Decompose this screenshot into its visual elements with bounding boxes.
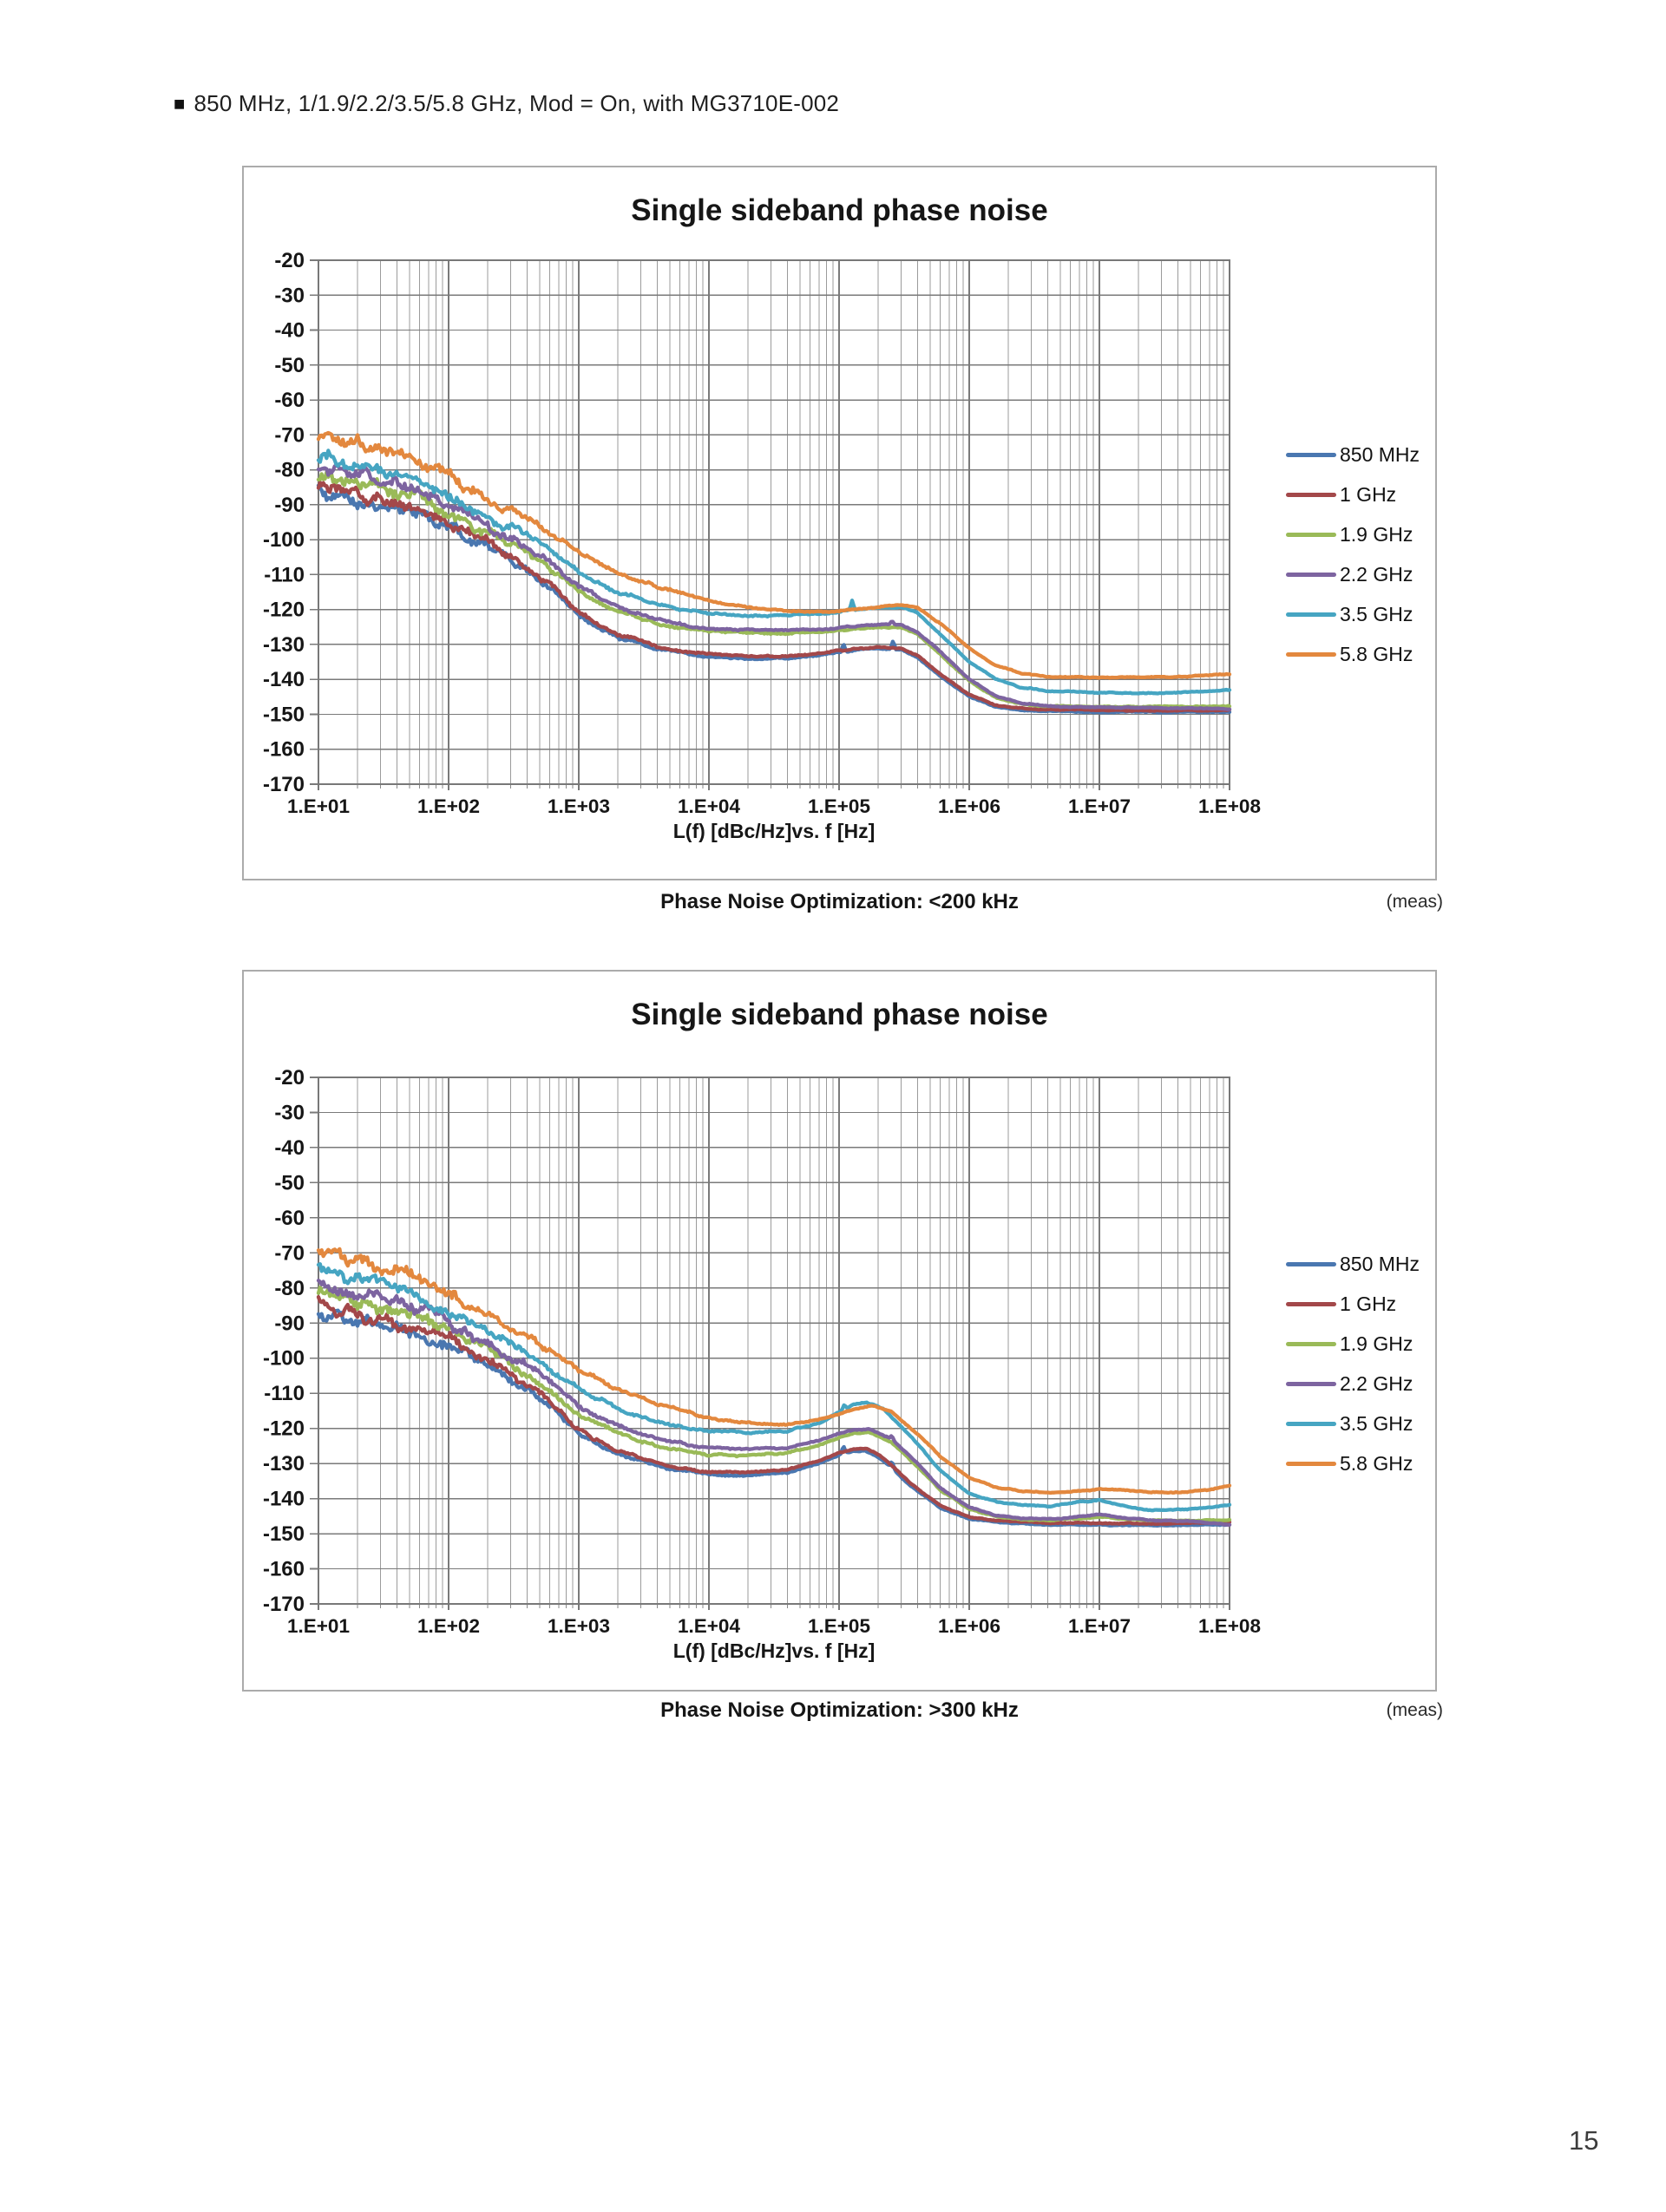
- legend-item: [1286, 1324, 1439, 1364]
- legend-item: [1286, 1244, 1439, 1284]
- x-tick-label: 1.E+07: [1068, 795, 1131, 817]
- y-tick-label: -110: [264, 563, 305, 587]
- legend-item: [1286, 554, 1439, 594]
- chart-svg: [244, 167, 1439, 882]
- square-bullet-icon: ■: [174, 92, 186, 115]
- chart-caption-row: [242, 890, 1443, 919]
- page-number: 15: [1569, 2125, 1599, 2156]
- x-tick-label: 1.E+01: [287, 1615, 350, 1637]
- legend-line-swatch: [1286, 1382, 1336, 1386]
- legend-line-swatch: [1286, 652, 1336, 657]
- legend-item: [1286, 1443, 1439, 1483]
- y-tick-label: -150: [262, 1522, 305, 1547]
- x-tick-label: 1.E+04: [678, 795, 740, 817]
- y-tick-label: -120: [262, 1417, 305, 1441]
- y-tick-label: -140: [262, 1487, 305, 1511]
- y-tick-label: -40: [274, 318, 305, 343]
- y-tick-label: -20: [274, 1066, 305, 1090]
- page-header: [174, 90, 839, 117]
- legend-line-swatch: [1286, 493, 1336, 497]
- legend-line-swatch: [1286, 1262, 1336, 1266]
- y-tick-label: -130: [262, 632, 305, 657]
- legend-label: 1.9 GHz: [1340, 1332, 1413, 1355]
- y-tick-label: -30: [274, 284, 305, 308]
- y-tick-label: -70: [274, 423, 305, 448]
- legend-item: [1286, 514, 1439, 554]
- meas-note: (meas): [1386, 892, 1443, 912]
- y-tick-label: -50: [274, 353, 305, 377]
- legend-line-swatch: [1286, 1342, 1336, 1346]
- y-tick-label: -170: [262, 1593, 305, 1616]
- x-tick-label: 1.E+03: [548, 795, 610, 817]
- legend-label: 850 MHz: [1340, 1252, 1420, 1275]
- legend-line-swatch: [1286, 1302, 1336, 1306]
- axis-tick-labels: [263, 1066, 1261, 1637]
- axis-tick-labels: [263, 249, 1261, 817]
- legend-label: 5.8 GHz: [1340, 642, 1413, 665]
- chart-title: Single sideband phase noise: [631, 193, 1048, 227]
- x-tick-label: 1.E+07: [1068, 1615, 1131, 1637]
- y-tick-label: -160: [262, 737, 305, 762]
- x-tick-label: 1.E+02: [417, 1615, 480, 1637]
- x-tick-label: 1.E+04: [678, 1615, 740, 1637]
- x-tick-label: 1.E+08: [1198, 795, 1261, 817]
- y-tick-label: -90: [274, 493, 305, 517]
- legend-item: [1286, 1404, 1439, 1443]
- y-tick-label: -130: [262, 1452, 305, 1476]
- legend-label: 1.9 GHz: [1340, 522, 1413, 546]
- x-axis-title: L(f) [dBc/Hz]vs. f [Hz]: [672, 1639, 876, 1662]
- y-tick-label: -40: [274, 1135, 305, 1160]
- chart-caption: Phase Noise Optimization: >300 kHz: [660, 1698, 1019, 1722]
- legend-label: 3.5 GHz: [1340, 602, 1413, 625]
- y-tick-label: -70: [274, 1241, 305, 1266]
- chart-legend: [1286, 435, 1439, 674]
- y-tick-label: -150: [262, 703, 305, 727]
- x-tick-label: 1.E+05: [808, 1615, 870, 1637]
- y-tick-label: -90: [274, 1312, 305, 1336]
- legend-line-swatch: [1286, 1462, 1336, 1466]
- y-tick-label: -170: [262, 773, 305, 796]
- chart-caption-row: [242, 1698, 1443, 1728]
- y-tick-label: -80: [274, 458, 305, 482]
- legend-line-swatch: [1286, 612, 1336, 617]
- meas-note: (meas): [1386, 1700, 1443, 1720]
- x-tick-label: 1.E+01: [287, 795, 350, 817]
- curve-1-9-ghz: [318, 1287, 1230, 1521]
- y-tick-label: -50: [274, 1171, 305, 1195]
- legend-item: [1286, 594, 1439, 634]
- page-header-text: 850 MHz, 1/1.9/2.2/3.5/5.8 GHz, Mod = On, with MG3710E-002: [193, 90, 840, 116]
- legend-item: [1286, 474, 1439, 514]
- y-tick-label: -100: [262, 528, 305, 553]
- legend-label: 2.2 GHz: [1340, 1371, 1413, 1395]
- legend-line-swatch: [1286, 1422, 1336, 1426]
- curves: [318, 433, 1230, 713]
- legend-label: 2.2 GHz: [1340, 562, 1413, 586]
- legend-item: [1286, 1284, 1439, 1324]
- legend-label: 1 GHz: [1340, 1292, 1397, 1315]
- x-tick-label: 1.E+03: [548, 1615, 610, 1637]
- y-tick-label: -160: [262, 1557, 305, 1581]
- legend-label: 3.5 GHz: [1340, 1411, 1413, 1435]
- legend-line-swatch: [1286, 453, 1336, 457]
- legend-label: 850 MHz: [1340, 442, 1420, 466]
- y-tick-label: -100: [262, 1346, 305, 1371]
- y-tick-label: -60: [274, 389, 305, 413]
- legend-label: 1 GHz: [1340, 482, 1397, 506]
- chart-title: Single sideband phase noise: [631, 998, 1048, 1031]
- legend-line-swatch: [1286, 533, 1336, 537]
- chart-caption: Phase Noise Optimization: <200 kHz: [660, 890, 1019, 913]
- legend-label: 5.8 GHz: [1340, 1451, 1413, 1475]
- legend-item: [1286, 1364, 1439, 1404]
- y-tick-label: -80: [274, 1276, 305, 1300]
- x-tick-label: 1.E+05: [808, 795, 870, 817]
- y-tick-label: -20: [274, 249, 305, 272]
- chart-svg: [244, 972, 1439, 1693]
- phase-noise-chart-gt300khz: [242, 970, 1437, 1692]
- x-tick-label: 1.E+08: [1198, 1615, 1261, 1637]
- legend-item: [1286, 435, 1439, 474]
- y-tick-label: -120: [262, 598, 305, 622]
- legend-line-swatch: [1286, 573, 1336, 577]
- y-tick-label: -30: [274, 1101, 305, 1125]
- x-tick-label: 1.E+06: [938, 1615, 1000, 1637]
- y-tick-label: -140: [262, 668, 305, 692]
- chart-legend: [1286, 1244, 1439, 1483]
- curve-5-8-ghz: [318, 1249, 1230, 1493]
- legend-item: [1286, 634, 1439, 674]
- x-axis-title: L(f) [dBc/Hz]vs. f [Hz]: [672, 820, 876, 842]
- x-tick-label: 1.E+06: [938, 795, 1000, 817]
- curves: [318, 1249, 1230, 1526]
- y-tick-label: -110: [264, 1382, 305, 1406]
- x-tick-label: 1.E+02: [417, 795, 480, 817]
- y-tick-label: -60: [274, 1206, 305, 1230]
- phase-noise-chart-lt200khz: [242, 166, 1437, 880]
